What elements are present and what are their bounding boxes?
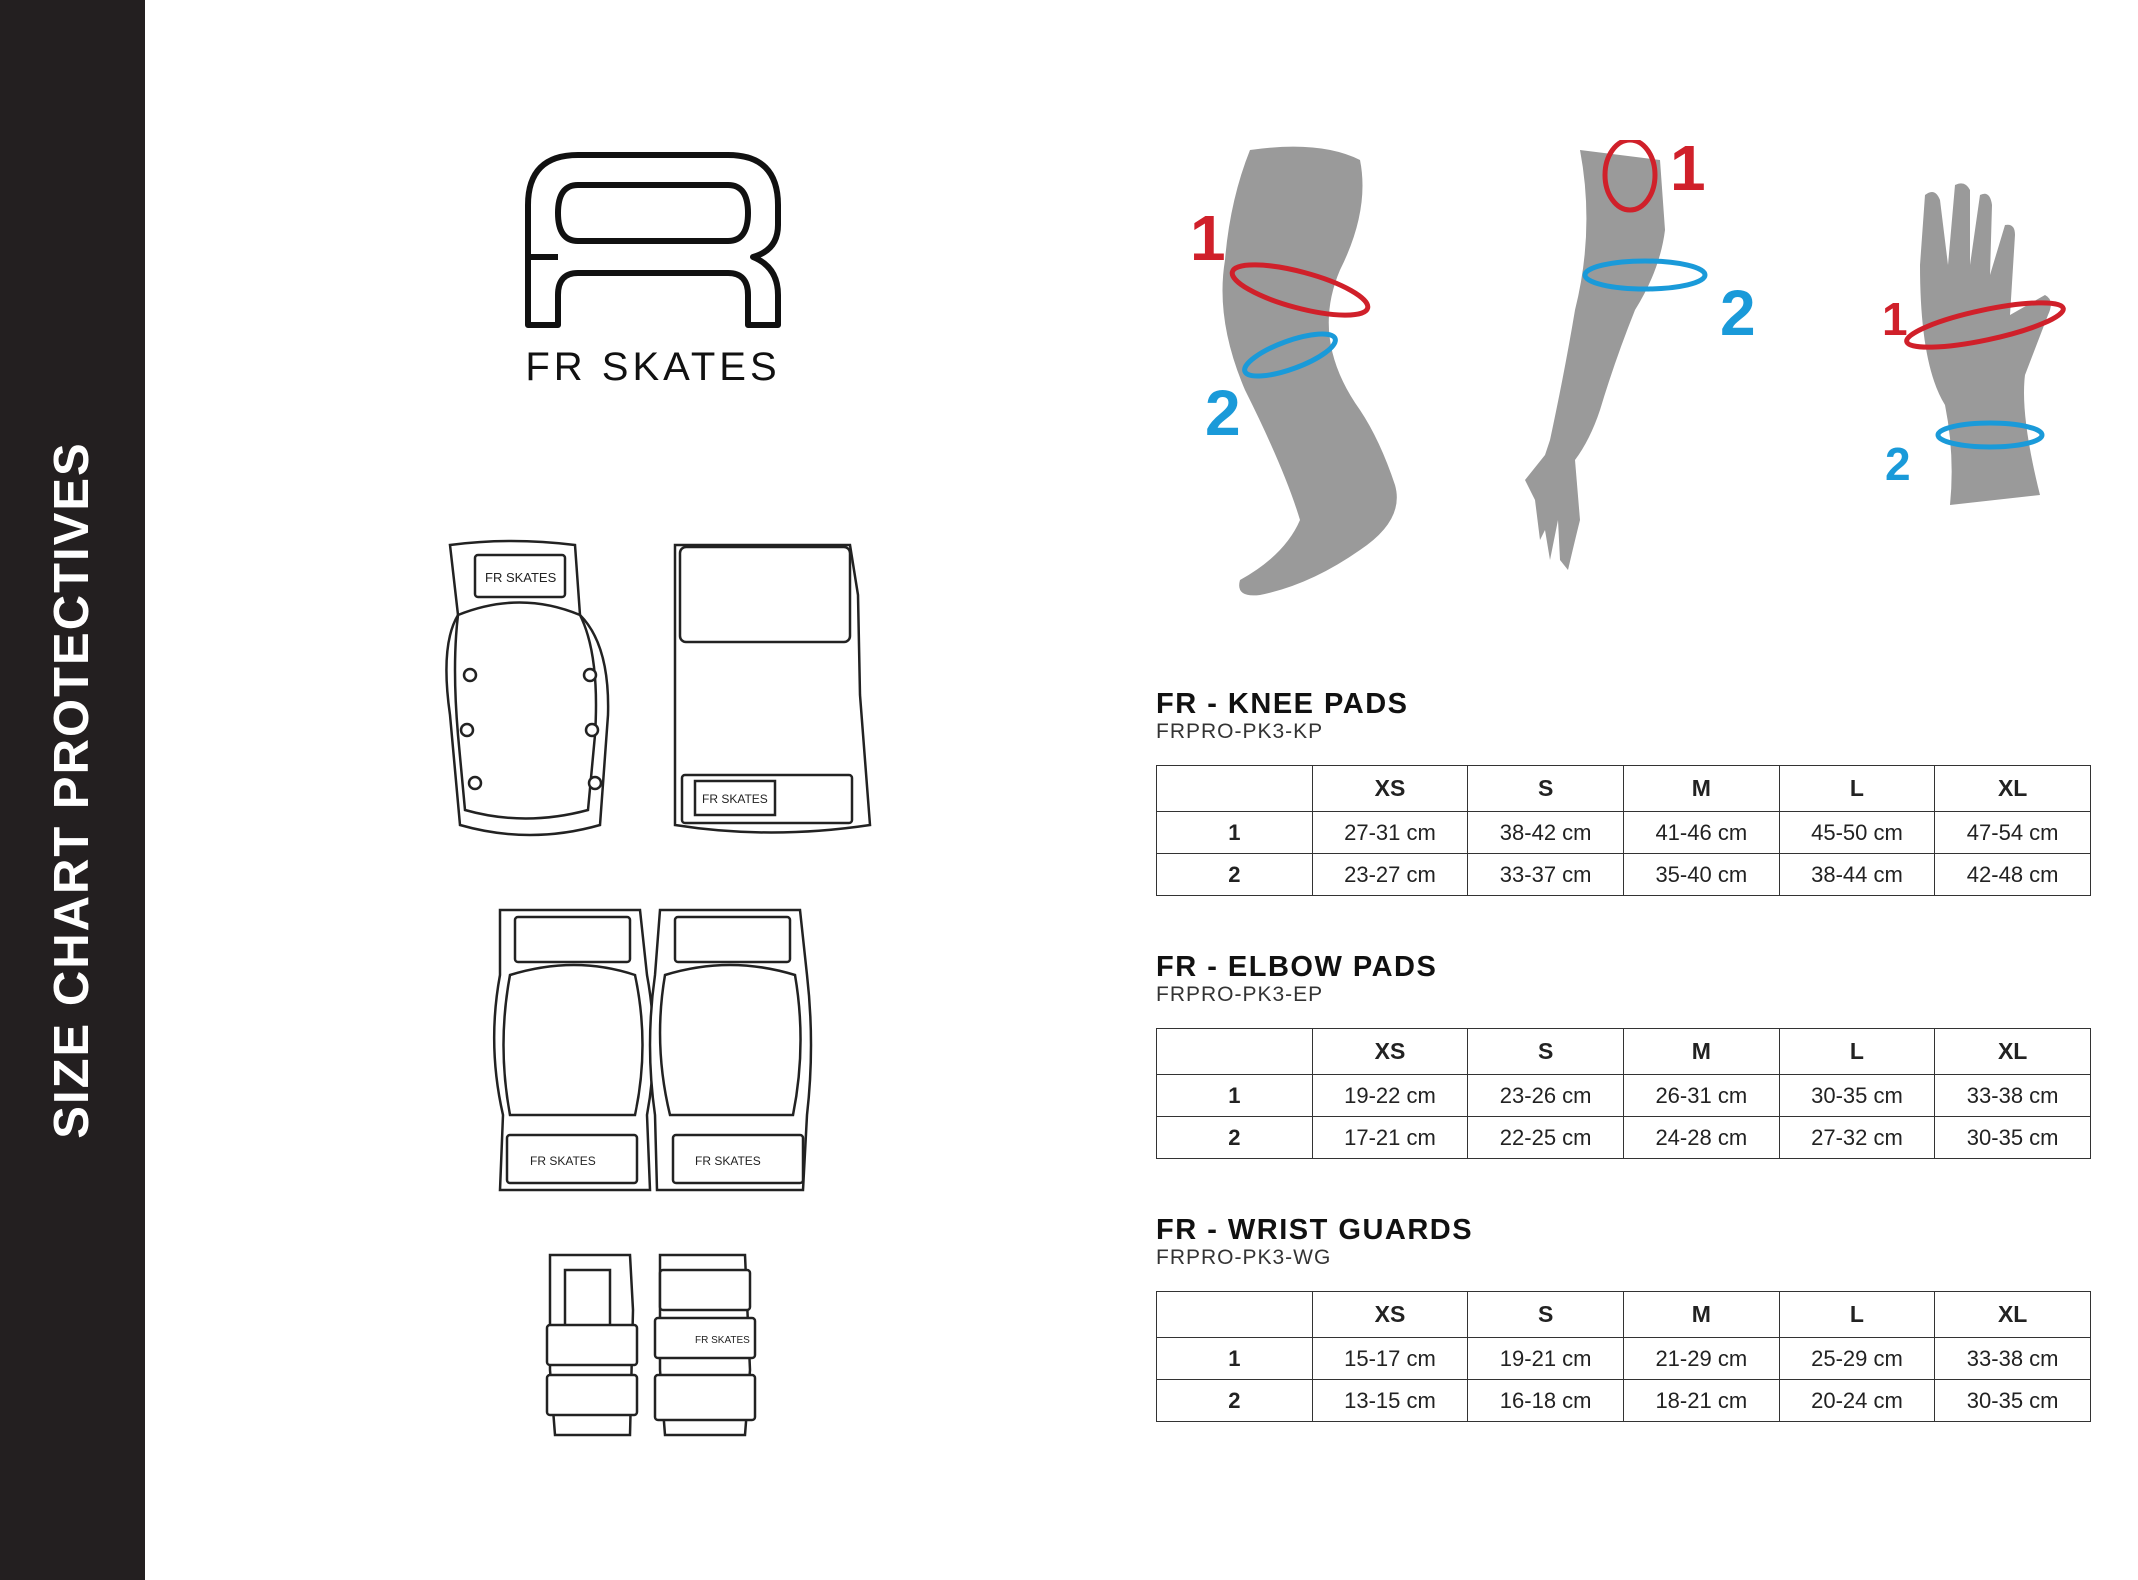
table-header-cell	[1157, 1292, 1313, 1338]
table-header-cell: XL	[1935, 1029, 2091, 1075]
table-cell: 41-46 cm	[1623, 812, 1779, 854]
table-header-cell: L	[1779, 766, 1935, 812]
table-cell: 33-38 cm	[1935, 1338, 2091, 1380]
table-cell: 45-50 cm	[1779, 812, 1935, 854]
wrist-guards-illustration	[545, 1250, 765, 1440]
leg-measure-illustration	[1190, 140, 1430, 610]
table-cell: 19-22 cm	[1312, 1075, 1468, 1117]
table-cell: 38-44 cm	[1779, 854, 1935, 896]
table-header-cell: L	[1779, 1029, 1935, 1075]
table-cell: 17-21 cm	[1312, 1117, 1468, 1159]
table-row-label: 2	[1157, 1117, 1313, 1159]
table-row-label: 2	[1157, 854, 1313, 896]
table-row-label: 1	[1157, 812, 1313, 854]
table-cell: 19-21 cm	[1468, 1338, 1624, 1380]
table-cell: 18-21 cm	[1623, 1380, 1779, 1422]
hand-measure-illustration	[1880, 175, 2080, 515]
sidebar	[0, 0, 145, 1580]
brand-name: FR SKATES	[525, 345, 781, 389]
wrist-guard-label: FR SKATES	[695, 1335, 750, 1346]
table-row	[1157, 1117, 2091, 1159]
table-cell: 20-24 cm	[1779, 1380, 1935, 1422]
table-cell: 15-17 cm	[1312, 1338, 1468, 1380]
table-header-cell	[1157, 766, 1313, 812]
knee-pad-label: FR SKATES	[485, 570, 557, 585]
table-cell: 21-29 cm	[1623, 1338, 1779, 1380]
table-cell: 24-28 cm	[1623, 1117, 1779, 1159]
table-row	[1157, 1338, 2091, 1380]
table-header-cell: M	[1623, 766, 1779, 812]
table-cell: 33-37 cm	[1468, 854, 1624, 896]
marker-1-arm: 1	[1670, 140, 1706, 204]
table-header-cell	[1157, 1029, 1313, 1075]
table-header-cell: XS	[1312, 1029, 1468, 1075]
table-cell: 13-15 cm	[1312, 1380, 1468, 1422]
table-header-cell: XS	[1312, 766, 1468, 812]
marker-2-hand: 2	[1885, 438, 1911, 490]
table-row	[1157, 1380, 2091, 1422]
elbow-pads-code: FRPRO-PK3-EP	[1156, 983, 1324, 1006]
table-header-cell: M	[1623, 1292, 1779, 1338]
elbow-pad-label-left: FR SKATES	[530, 1154, 596, 1168]
table-cell: 42-48 cm	[1935, 854, 2091, 896]
table-cell: 23-26 cm	[1468, 1075, 1624, 1117]
leg-silhouette	[1223, 147, 1397, 596]
table-cell: 47-54 cm	[1935, 812, 2091, 854]
table-row	[1157, 812, 2091, 854]
table-header-cell: L	[1779, 1292, 1935, 1338]
knee-pads-size-table	[1156, 765, 2091, 896]
marker-1: 1	[1190, 202, 1226, 274]
table-cell: 38-42 cm	[1468, 812, 1624, 854]
wrist-guards-title: FR - WRIST GUARDS	[1156, 1214, 1474, 1246]
marker-2: 2	[1205, 377, 1241, 449]
marker-2-arm: 2	[1720, 277, 1756, 349]
table-cell: 35-40 cm	[1623, 854, 1779, 896]
table-cell: 23-27 cm	[1312, 854, 1468, 896]
table-header-cell: XL	[1935, 1292, 2091, 1338]
table-cell: 27-32 cm	[1779, 1117, 1935, 1159]
table-header-cell: S	[1468, 766, 1624, 812]
arm-measure-illustration	[1520, 140, 1800, 580]
table-header-cell: S	[1468, 1029, 1624, 1075]
table-cell: 33-38 cm	[1935, 1075, 2091, 1117]
table-header-row	[1157, 766, 2091, 812]
page-title: SIZE CHART PROTECTIVES	[45, 441, 99, 1139]
table-cell: 30-35 cm	[1779, 1075, 1935, 1117]
arm-silhouette	[1525, 150, 1665, 570]
table-cell: 25-29 cm	[1779, 1338, 1935, 1380]
table-cell: 26-31 cm	[1623, 1075, 1779, 1117]
table-header-cell: XS	[1312, 1292, 1468, 1338]
table-cell: 27-31 cm	[1312, 812, 1468, 854]
table-cell: 16-18 cm	[1468, 1380, 1624, 1422]
elbow-pads-title: FR - ELBOW PADS	[1156, 951, 1438, 983]
table-row	[1157, 854, 2091, 896]
table-cell: 30-35 cm	[1935, 1380, 2091, 1422]
knee-pads-illustration	[430, 535, 880, 845]
table-row-label: 2	[1157, 1380, 1313, 1422]
knee-pad-label-side: FR SKATES	[702, 792, 768, 806]
table-cell: 22-25 cm	[1468, 1117, 1624, 1159]
table-header-row	[1157, 1292, 2091, 1338]
marker-1-hand: 1	[1882, 293, 1908, 345]
table-row-label: 1	[1157, 1338, 1313, 1380]
elbow-pads-illustration	[485, 905, 815, 1195]
table-row	[1157, 1075, 2091, 1117]
elbow-pads-size-table	[1156, 1028, 2091, 1159]
elbow-pad-label-right: FR SKATES	[695, 1154, 761, 1168]
table-cell: 30-35 cm	[1935, 1117, 2091, 1159]
knee-pads-title: FR - KNEE PADS	[1156, 688, 1409, 720]
table-header-cell: S	[1468, 1292, 1624, 1338]
wrist-guards-code: FRPRO-PK3-WG	[1156, 1246, 1332, 1269]
knee-pads-code: FRPRO-PK3-KP	[1156, 720, 1324, 743]
hand-silhouette	[1920, 183, 2051, 505]
table-header-cell: M	[1623, 1029, 1779, 1075]
table-header-cell: XL	[1935, 766, 2091, 812]
wrist-guards-size-table	[1156, 1291, 2091, 1422]
table-header-row	[1157, 1029, 2091, 1075]
table-row-label: 1	[1157, 1075, 1313, 1117]
